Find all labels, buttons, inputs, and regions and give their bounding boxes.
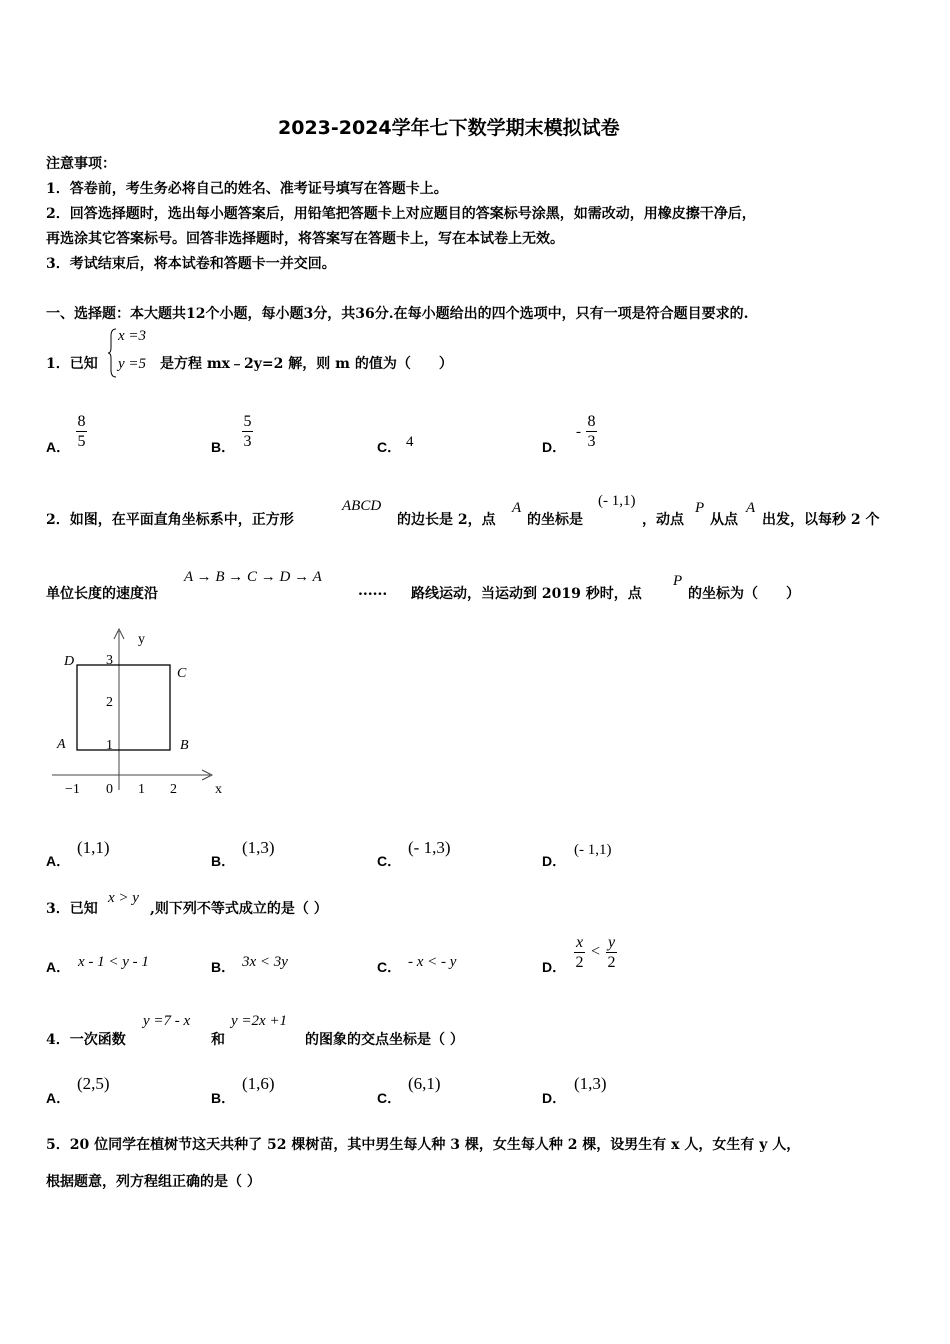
q1-option-c-label: C． xyxy=(377,439,402,455)
q1-option-c-value: 4 xyxy=(406,434,414,450)
q2-option-b-value: (1,3) xyxy=(242,838,275,857)
q5-line-1: 5．20 位同学在植树节这天共种了 52 棵树苗，其中男生每人种 3 棵，女生每人种 2 棵，设男生有 x 人，女生有 y 人， xyxy=(46,1137,801,1153)
q1-option-d-sign: - xyxy=(576,424,581,440)
vertex-b-label: B xyxy=(180,738,189,753)
x-tick-2: 2 xyxy=(170,782,177,797)
q2-text-6: 出发，以每秒 2 个 xyxy=(762,512,880,528)
q2-text-9: 的坐标为（ ） xyxy=(688,586,800,602)
q2-dots: ...... xyxy=(358,583,388,599)
numerator: y xyxy=(607,934,616,951)
q4-function-2: y =2x +1 xyxy=(231,1013,288,1029)
q3-option-c-label: C． xyxy=(377,959,402,975)
q2-option-d-value: (- 1,1) xyxy=(574,842,612,858)
denominator: 3 xyxy=(243,433,252,450)
q3-suffix: ,则下列不等式成立的是（ ） xyxy=(150,901,328,917)
q4-suffix: 的图象的交点坐标是（ ） xyxy=(305,1032,464,1048)
q2-text-8: 路线运动，当运动到 2019 秒时，点 xyxy=(411,586,642,602)
q1-option-b-fraction xyxy=(242,412,253,451)
vertex-a-label: A xyxy=(57,737,66,752)
q2-option-a-label: A． xyxy=(46,853,71,869)
q1-suffix: 是方程 mx﹣2y=2 解，则 m 的值为（ ） xyxy=(160,356,453,372)
q2-text-5: 从点 xyxy=(710,512,738,528)
denominator: 3 xyxy=(587,433,596,450)
q4-option-c-label: C． xyxy=(377,1090,402,1106)
q4-option-a-value: (2,5) xyxy=(77,1074,110,1093)
q3-option-d-less-than: < xyxy=(591,943,601,960)
q3-option-b-value: 3x < 3y xyxy=(242,954,288,970)
q1-system-top: x =3 xyxy=(118,328,147,344)
q2-text-4: ，动点 xyxy=(642,512,684,528)
q1-system-bottom: y =5 xyxy=(118,356,147,372)
x-tick-1: 1 xyxy=(138,782,145,797)
notice-item-1: 1．答卷前，考生务必将自己的姓名、准考证号填写在答题卡上。 xyxy=(46,181,448,197)
q2-point-p-2: P xyxy=(673,573,683,589)
square-abcd xyxy=(77,665,170,750)
q1-option-d-fraction xyxy=(586,412,597,451)
q2-option-c-value: (- 1,3) xyxy=(408,838,451,857)
q1-option-a-fraction xyxy=(76,412,87,451)
q2-text-2: 的边长是 2，点 xyxy=(397,512,496,528)
q3-prefix: 3．已知 xyxy=(46,901,98,917)
q1-option-d-label: D． xyxy=(542,439,567,455)
q2-point-a-2: A xyxy=(746,500,756,516)
q3-option-d-fraction-1 xyxy=(574,933,585,972)
q2-point-a: A xyxy=(512,500,522,516)
q2-square-name: ABCD xyxy=(342,498,382,514)
q3-option-a-value: x - 1 < y - 1 xyxy=(78,954,149,970)
denominator: 5 xyxy=(77,433,86,450)
notice-item-2-cont: 再选涂其它答案标号。回答非选择题时，将答案写在答题卡上，写在本试卷上无效。 xyxy=(46,231,564,247)
q5-line-2: 根据题意，列方程组正确的是（ ） xyxy=(46,1174,261,1190)
q2-text-7: 单位长度的速度沿 xyxy=(46,586,158,602)
q2-text-3: 的坐标是 xyxy=(527,512,583,528)
q3-condition: x > y xyxy=(108,890,139,906)
q2-text-1: 2．如图，在平面直角坐标系中，正方形 xyxy=(46,512,294,528)
y-axis-label: y xyxy=(138,632,145,647)
q2-option-a-value: (1,1) xyxy=(77,838,110,857)
numerator: 5 xyxy=(243,413,252,430)
q2-a-coordinate: (- 1,1) xyxy=(598,493,636,509)
x-tick-0: 0 xyxy=(106,782,113,797)
q4-option-b-value: (1,6) xyxy=(242,1074,275,1093)
q3-option-d-fraction-2 xyxy=(606,933,617,972)
notice-item-2: 2．回答选择题时，选出每小题答案后，用铅笔把答题卡上对应题目的答案标号涂黑，如需改动，用橡皮擦干净后， xyxy=(46,206,756,222)
q2-option-c-label: C． xyxy=(377,853,402,869)
vertex-d-label: D xyxy=(64,654,75,669)
q3-option-c-value: - x < - y xyxy=(408,954,457,970)
numerator: 8 xyxy=(587,413,596,430)
x-tick-neg1: −1 xyxy=(65,782,80,797)
q3-option-d-label: D． xyxy=(542,959,567,975)
notice-item-3: 3．考试结束后，将本试卷和答题卡一并交回。 xyxy=(46,256,336,272)
vertex-c-label: C xyxy=(177,666,187,681)
denominator: 2 xyxy=(607,954,616,971)
y-tick-3: 3 xyxy=(106,653,113,668)
q4-option-b-label: B． xyxy=(211,1090,236,1106)
page-title: 2023-2024学年七下数学期末模拟试卷 xyxy=(278,117,620,139)
q1-prefix: 1．已知 xyxy=(46,356,98,372)
q1-option-b-label: B． xyxy=(211,439,236,455)
numerator: x xyxy=(575,934,584,951)
q4-option-c-value: (6,1) xyxy=(408,1074,441,1093)
x-axis-label: x xyxy=(215,782,222,797)
q1-option-a-label: A． xyxy=(46,439,71,455)
notice-heading: 注意事项： xyxy=(46,156,116,172)
q4-and: 和 xyxy=(211,1032,225,1048)
q2-option-d-label: D． xyxy=(542,853,567,869)
section-heading: 一、选择题：本大题共12个小题，每小题3分，共36分.在每小题给出的四个选项中，只有一项是符合题目要求的. xyxy=(46,306,749,322)
y-tick-2: 2 xyxy=(106,695,113,710)
q2-path: A → B → C → D → A xyxy=(184,569,322,585)
y-tick-1: 1 xyxy=(106,738,113,753)
denominator: 2 xyxy=(575,954,584,971)
q2-coordinate-figure xyxy=(40,625,240,805)
q1-brace xyxy=(108,328,118,378)
q4-option-a-label: A． xyxy=(46,1090,71,1106)
q4-option-d-value: (1,3) xyxy=(574,1074,607,1093)
q4-function-1: y =7 - x xyxy=(143,1013,191,1029)
q3-option-a-label: A． xyxy=(46,959,71,975)
q2-option-b-label: B． xyxy=(211,853,236,869)
q4-option-d-label: D． xyxy=(542,1090,567,1106)
q2-point-p: P xyxy=(695,500,705,516)
q4-prefix: 4．一次函数 xyxy=(46,1032,126,1048)
q3-option-b-label: B． xyxy=(211,959,236,975)
numerator: 8 xyxy=(77,413,86,430)
